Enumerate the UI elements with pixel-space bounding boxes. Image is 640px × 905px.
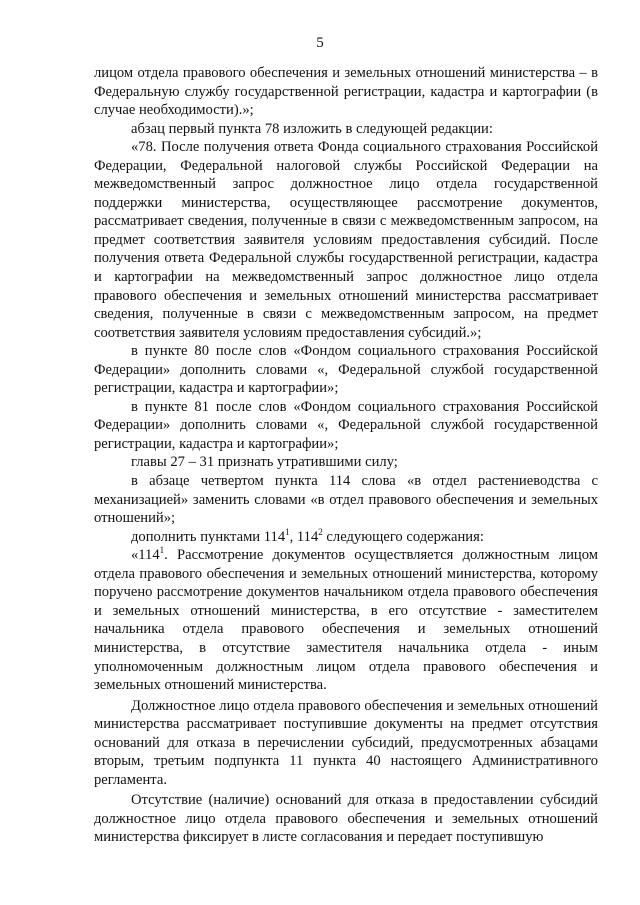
- superscript: 2: [318, 526, 323, 537]
- page-number: 5: [316, 35, 324, 51]
- paragraph: [94, 546, 598, 694]
- paragraph-text: следующего содержания:: [322, 528, 484, 545]
- paragraph: Должностное лицо отдела правового обеспечения и земельных отношений министерства рассматривает поступившие документы на предмет отсутствия оснований для отказа в перечислении субсидий, предусмотренных абзацами вторым, третьим подпункта 11 пункта 40 настоящего Административного регламента.: [94, 697, 598, 788]
- paragraph: «78. После получения ответа Фонда социального страхования Российской Федерации, Федеральной налоговой службы Российской Федерации на межведомственный запрос должностное лицо отдела государственной поддержки министерства, осуществляющее рассмотрение документов, рассматривает сведения, полученные в связи с межведомственным запросом, на предмет соответствия заявителя условиям предоставления субсидий. После получения ответа Федеральной службы государственной регистрации, кадастра и картографии на межведомственный запрос должностное лицо отдела правового обеспечения и земельных отношений министерства рассматривает сведения, полученные в связи с межведомственным запросом, на предмет соответствия заявителя условиям предоставления субсидий.»;: [94, 139, 598, 341]
- paragraph: в абзаце четвертом пункта 114 слова «в отдел растениеводства с механизацией» заменить словами «в отдел правового обеспечения и земельных отношений»;: [94, 473, 598, 527]
- paragraph-text: . Рассмотрение документов осуществляется должностным лицом отдела правового обеспечения и земельных отношений министерства, которому поручено рассмотрение документов начальником отдела правового обеспечения и земельных отношений министерства, в его отсутствие - заместителем начальника отдела правового обеспечения и земельных отношений министерства, в отсутствие заместителя начальника отдела - иным уполномоченным должностным лицом отдела правового обеспечения и земельных отношений министерства.: [94, 547, 598, 694]
- paragraph-text: дополнить пунктами 114: [131, 528, 286, 545]
- document-body: [94, 64, 598, 847]
- paragraph: [94, 528, 598, 547]
- paragraph-text: «114: [131, 547, 160, 564]
- paragraph-text: , 114: [289, 528, 319, 545]
- paragraph: в пункте 80 после слов «Фондом социального страхования Российской Федерации» дополнить словами «, Федеральной службой государственной регистрации, кадастра и картографии»;: [94, 343, 598, 397]
- paragraph: лицом отдела правового обеспечения и земельных отношений министерства – в Федеральную службу государственной регистрации, кадастра и картографии (в случае необходимости).»;: [94, 65, 598, 119]
- paragraph: в пункте 81 после слов «Фондом социального страхования Российской Федерации» дополнить словами «, Федеральной службой государственной регистрации, кадастра и картографии»;: [94, 398, 598, 452]
- superscript: 1: [159, 545, 165, 556]
- paragraph: главы 27 – 31 признать утратившими силу;: [131, 454, 398, 471]
- superscript: 1: [285, 526, 290, 537]
- paragraph: Отсутствие (наличие) оснований для отказа в предоставлении субсидий должностное лицо отдела правового обеспечения и земельных отношений министерства фиксирует в листе согласования и передает поступившую: [94, 792, 598, 846]
- paragraph: абзац первый пункта 78 изложить в следующей редакции:: [131, 120, 493, 137]
